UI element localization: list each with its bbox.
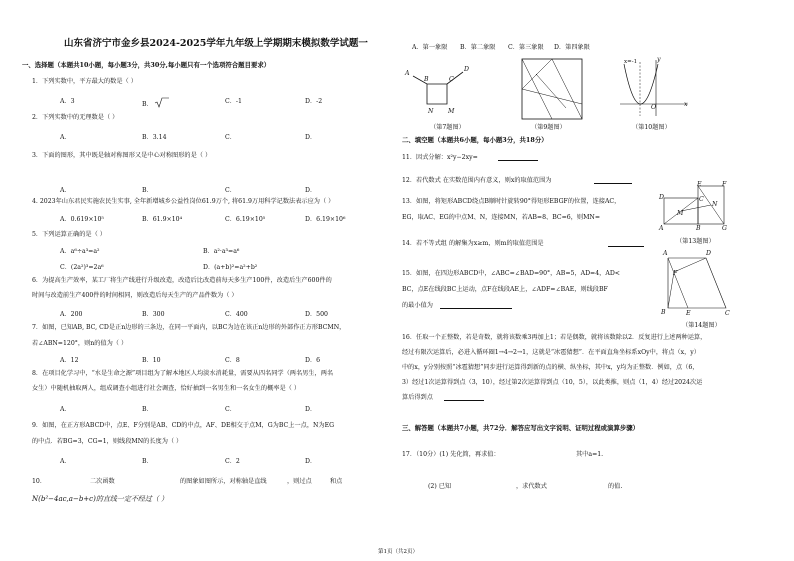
q10-opt-b: B．第二象限 [460,44,496,51]
q17a-text: 17．（10分）(1) 先化简，再求值： [402,451,500,458]
fig14-label-b: B [661,309,666,316]
q7-line2: 若∠ABN=120°，则n的值为（ ） [32,340,128,347]
q2-opt-b: B．3.14 [142,134,167,141]
fig13-label-e: E [697,181,702,188]
q5-opt-d: D．(a+b)²=a²+b² [203,264,258,271]
section-fill-heading: 二、填空题（本题共6小题，每小题3分，共18分） [402,136,548,144]
q1-opt-a: A．3 [60,98,75,105]
q1-opt-b: B． [142,96,167,108]
q17b-text1: (2) 已知 [428,483,452,490]
q10-opt-c: C．第三象限 [508,44,544,51]
q8-opt-a: A． [60,406,71,413]
q2-opt-d: D． [305,134,317,141]
page-footer: 第1页（共2页） [378,549,418,555]
q10-num: 10． [32,478,47,485]
fig14-label-c: C [725,310,730,317]
q16-line3: 中的x，y分别按照“冰雹猜想”同步进行运算得到新的点的横、纵坐标，其中x，y均为正整数．例如，点（6， [402,364,699,371]
q1-opt-c: C．-1 [225,98,242,105]
q7-opt-b: B．10 [142,357,161,364]
fig7-label-c: C [449,76,454,83]
q10-text-2: 的图象如图所示，对称轴是直线 [180,478,267,485]
section-choice-heading: 一、选择题（本题共10小题，每小题3分，共30分,每小题只有一个选项符合题目要求） [22,61,271,69]
q3-opt-a: A． [60,187,71,194]
q15-line3: 的最小值为 [402,302,433,309]
q9-opt-d: D． [305,458,317,465]
fig13-label-m: M [677,210,684,217]
q10-text-4: 和点 [330,478,343,485]
q9-line2: 的中点．若BG=3，CG=1，则线段MN的长度为（ ） [32,438,183,445]
fig13-label-c: C [699,196,704,203]
fig13-label-g: G [722,225,727,232]
q17b-text3: 的值. [608,483,623,490]
fig10-label-y: y [657,56,661,63]
figure-14 [664,254,734,316]
q3-opt-b: B． [142,187,153,194]
q16-line1: 16．任取一个正整数，若是奇数，就将该数乘3再加上1；若是偶数，就将该数除以2．反复进行上述两种运算， [402,334,707,341]
q1-opt-d: D．-2 [305,98,323,105]
fig7-label-a: A [405,70,410,77]
q4-opt-d: D．6.19×10⁶ [305,216,346,223]
q3-stem: 3．下面的图形，其中既是轴对称图形又是中心对称图形的是（ ） [32,152,212,159]
q15-line1: 15．如图，在四边形ABCD中，∠ABC=∠BAD=90°，AB=5，AD=4，AD< [402,270,620,277]
q5-opt-c: C．(2a²)³=2a⁶ [60,264,104,271]
q14-blank [608,246,644,247]
fig13-caption: （第13题图） [676,238,715,245]
q7-opt-d: D．6 [305,357,321,364]
q11-blank [498,160,538,161]
figure-9 [521,58,583,120]
fig14-label-d: D [706,250,711,257]
q10-text-1: 二次函数 [90,478,115,485]
q2-opt-c: C． [225,134,236,141]
figure-13 [662,184,732,230]
fig9-caption: （第9题图） [531,124,566,131]
q15-blank [440,308,512,309]
q5-stem: 5．下列运算正确的是（ ） [32,231,106,238]
fig13-label-b: B [696,225,701,232]
q6-opt-a: A．200 [60,311,83,318]
q4-opt-a: A．0.619×10⁵ [60,216,104,223]
q1-stem: 1．下列实数中，平方最大的数是（ ） [32,78,137,85]
q16-line5: 算后得到点 [402,394,433,401]
q5-opt-b: B．a²·a³=a⁶ [203,248,240,255]
fig7-caption: （第7题图） [430,124,465,131]
q2-opt-a: A． [60,134,71,141]
sqrt-expression [155,98,169,108]
q6-opt-b: B．300 [142,311,165,318]
q16-line2: 经过有限次运算后，必进入循环圈1→4→2→1，这就是“冰雹猜想”．在平面直角坐标系xOy中，将点（x，y） [402,349,700,356]
fig7-label-n: N [428,108,434,115]
q6-line1: 6．为提高生产效率，某工厂将生产线进行升级改造，改造后比改造前每天多生产100件，改造后生产600件的 [32,277,332,284]
q10-opt-d: D．第四象限 [554,44,590,51]
fig10-label-axis: x=-1 [624,59,638,65]
q15-line2: BC，点E在线段BC上运动，点F在线段AE上，∠ADF=∠BAE，则线段BF [402,286,608,293]
q8-opt-b: B． [142,406,153,413]
q7-line1: 7．如图，已知AB, BC, CD是正n边形的三条边，在同一平面内，以BC为边在该正n边形的外部作正方形BCMN， [32,324,346,331]
q8-opt-d: D． [305,406,317,413]
q9-opt-b: B． [142,458,153,465]
fig13-label-n: N [712,201,718,208]
q8-opt-c: C． [225,406,236,413]
fig10-label-x: x [684,101,688,108]
q4-opt-b: B．61.9×10⁴ [142,216,183,223]
q17b-text2: ，求代数式 [516,483,547,490]
figure-7 [405,62,505,124]
q8-line2: 女生）中随机抽取两人，组成调查小组进行社会调查，恰好抽到一名男生和一名女生的概率是（ ） [32,385,301,392]
q2-stem: 2．下列实数中的无理数是（ ） [32,114,119,121]
q9-opt-c: C．2 [225,458,240,465]
q8-line1: 8．在项目化学习中，“水是生命之源”项目组为了解本地区人均淡水消耗量，需要从四名同学（两名男生，两名 [32,370,334,377]
q14: 14．若不等式组 的解集为x≥m，则m的取值范围是 [402,240,544,247]
q17a-cond: 其中a=1. [576,451,604,458]
section-solve-heading: 三、解答题（本题共7小题，共72分．解答应写出文字说明、证明过程或演算步骤） [402,424,640,432]
fig10-caption: （第10题图） [632,124,671,131]
q4-stem: 4. 2023年山东君民实施农民生实事, 全年新增城乡公益性岗位61.9万个, 将61.9万用科学记数法表示应为（ ） [32,198,335,205]
q10-text-3: ，则过点 [287,478,312,485]
fig14-label-f: F [673,270,678,277]
fig14-caption: （第14题图） [682,322,721,329]
q6-opt-c: C．400 [225,311,248,318]
fig7-label-d: D [464,66,469,73]
fig7-label-m: M [448,108,455,115]
fig7-label-b: B [424,76,429,83]
q10-line2: N(b²−4ac,a−b+c)的直线一定不经过（ ） [32,495,169,503]
q13-line2: EG，取AC、EG的中点M、N，连接MN，若AB=8、BC=6，则MN= [402,214,601,221]
q9-opt-a: A． [60,458,71,465]
fig13-label-f: F [722,181,727,188]
q4-opt-c: C．6.19×10⁵ [225,216,266,223]
q5-opt-a: A．a⁶÷a³=a² [60,248,100,255]
q6-opt-d: D．500 [305,311,328,318]
fig13-label-d: D [659,194,664,201]
q6-line2: 时间与改造前生产400件的时间相同，则改造后每天生产的产品件数为（ ） [32,292,238,299]
q10-opt-a: A．第一象限 [412,44,448,51]
fig14-label-a: A [663,250,668,257]
q9-line1: 9．如图，在正方形ABCD中，点E、F分别是AB、CD的中点，AF、DE相交于点M，G为BC上一点，N为EG [32,422,335,429]
fig14-label-e: E [686,310,691,317]
q3-opt-d: D． [305,187,317,194]
q13-line1: 13．如图，将矩形ABCD绕点B顺时针旋转90°得矩形EBGF的位置，连接AC， [402,198,621,205]
q16-blank [444,400,484,401]
q12-blank [594,183,632,184]
q7-opt-a: A．12 [60,357,79,364]
q3-opt-c: C． [225,187,236,194]
fig10-label-o: O [651,104,657,111]
page-title: 山东省济宁市金乡县2024-2025学年九年级上学期期末模拟数学试题一 [64,38,368,49]
q11: 11．因式分解：x²y−2xy= [402,154,478,161]
q16-line4: 3）经过1次运算得到点（3，10），经过第2次运算得到点（10，5），以此类推，则点（1，4）经过2024次运 [402,379,703,386]
fig13-label-a: A [659,225,664,232]
q7-opt-c: C．8 [225,357,240,364]
q12: 12．若代数式 在实数范围内有意义，则x的取值范围为 [402,177,552,184]
